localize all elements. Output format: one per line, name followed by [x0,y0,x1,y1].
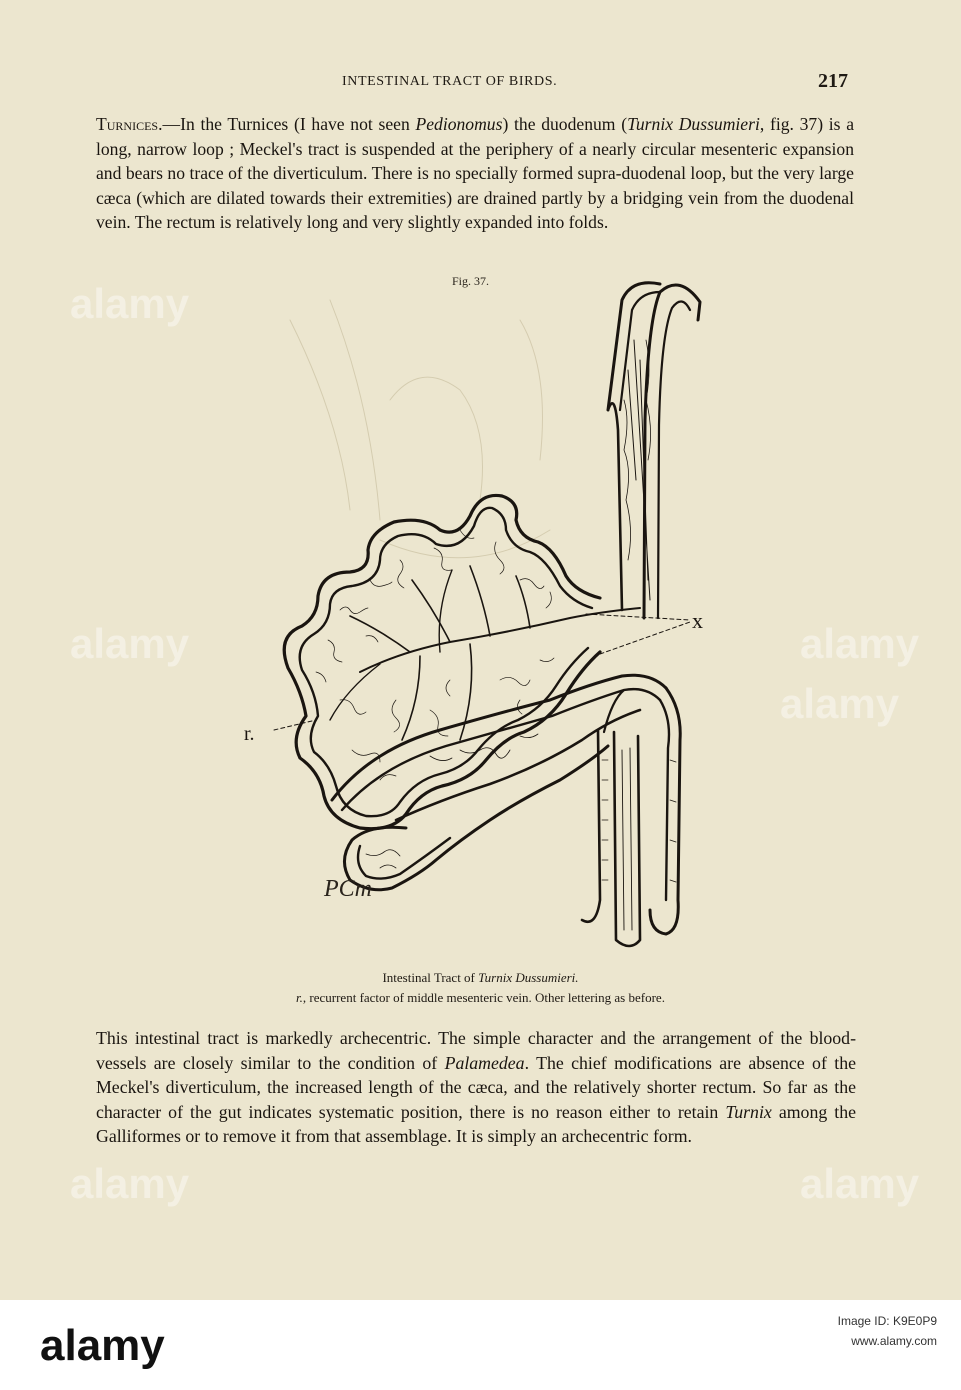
genus-name: Palamedea [444,1052,525,1073]
text-run: among the Galliformes or to remove it from that assemblage. It is simply an archecentric form. [96,1101,856,1147]
species-name: Turnix Dussumieri [627,114,760,134]
label-x: x [692,608,703,633]
watermark: alamy [70,1160,190,1207]
caption-species: Turnix Dussumieri. [478,970,579,985]
figure-caption-legend [0,990,961,1006]
alamy-logo [40,1320,220,1370]
page-number: 217 [818,70,848,92]
bleed-through [290,300,550,558]
rectum [582,688,680,946]
genus-name: Pedionomus [415,114,503,134]
genus-name: Turnix [725,1101,772,1122]
caption-r: r. [296,990,303,1005]
watermark: alamy [800,620,920,667]
watermark: alamy [70,620,190,667]
text-run: —In the Turnices (I have not seen [162,114,416,134]
figure-intestinal-tract [220,280,740,980]
figure-label: Fig. 37. [452,274,490,288]
capillaries [316,530,554,780]
label-r: r. [244,723,255,745]
stock-url: www.alamy.com [851,1334,937,1348]
mesentery [284,495,640,828]
text-run: ) the duodenum ( [502,114,628,134]
image-id-label: Image ID: K9E0P9 [837,1314,937,1328]
watermark: alamy [780,680,900,727]
running-title: INTESTINAL TRACT OF BIRDS. [342,74,558,89]
brand-wordmark: alamy [40,1321,165,1370]
paragraph-conclusion [96,1026,856,1149]
section-lead: Turnices. [96,114,163,134]
footer-id-block [838,1314,937,1348]
duodenum-loop [608,283,700,618]
intestine-illustration [220,280,740,980]
watermark: alamy [70,280,190,327]
caption-prefix: Intestinal Tract of [382,970,479,985]
paragraph-turnices [96,112,854,235]
caption-legend-text: , recurrent factor of middle mesenteric vein. Other lettering as before. [302,990,665,1005]
artist-signature: PCm [324,876,372,902]
stock-footer [0,1300,961,1390]
watermark: alamy [800,1160,920,1207]
figure-caption-title [0,970,961,986]
text-run: This intestinal tract is markedly archecentric. The simple character and the arrangement of the blood-vessels are closely similar to the condition of [96,1028,856,1073]
text-run: . The chief modifications are absence of the Meckel's diverticulum, the increased length of the cæca, and the relatively shorter rectum. So far as the character of the gut indicates systematic position, there is no reason either to retain [96,1052,856,1122]
running-head [0,70,961,94]
pointer-lines [274,614,690,730]
text-run: , fig. 37) is a long, narrow loop ; Meckel's tract is suspended at the periphery of a nearly circular mesenteric expansion and bears no trace of the diverticulum. There is no specially formed supra-duodenal loop, but the very large cæca (which are dilated towards their extremities) are drained partly by a bridging vein from the duodenal vein. The rectum is relatively long and very slightly expanded into folds. [96,114,855,233]
